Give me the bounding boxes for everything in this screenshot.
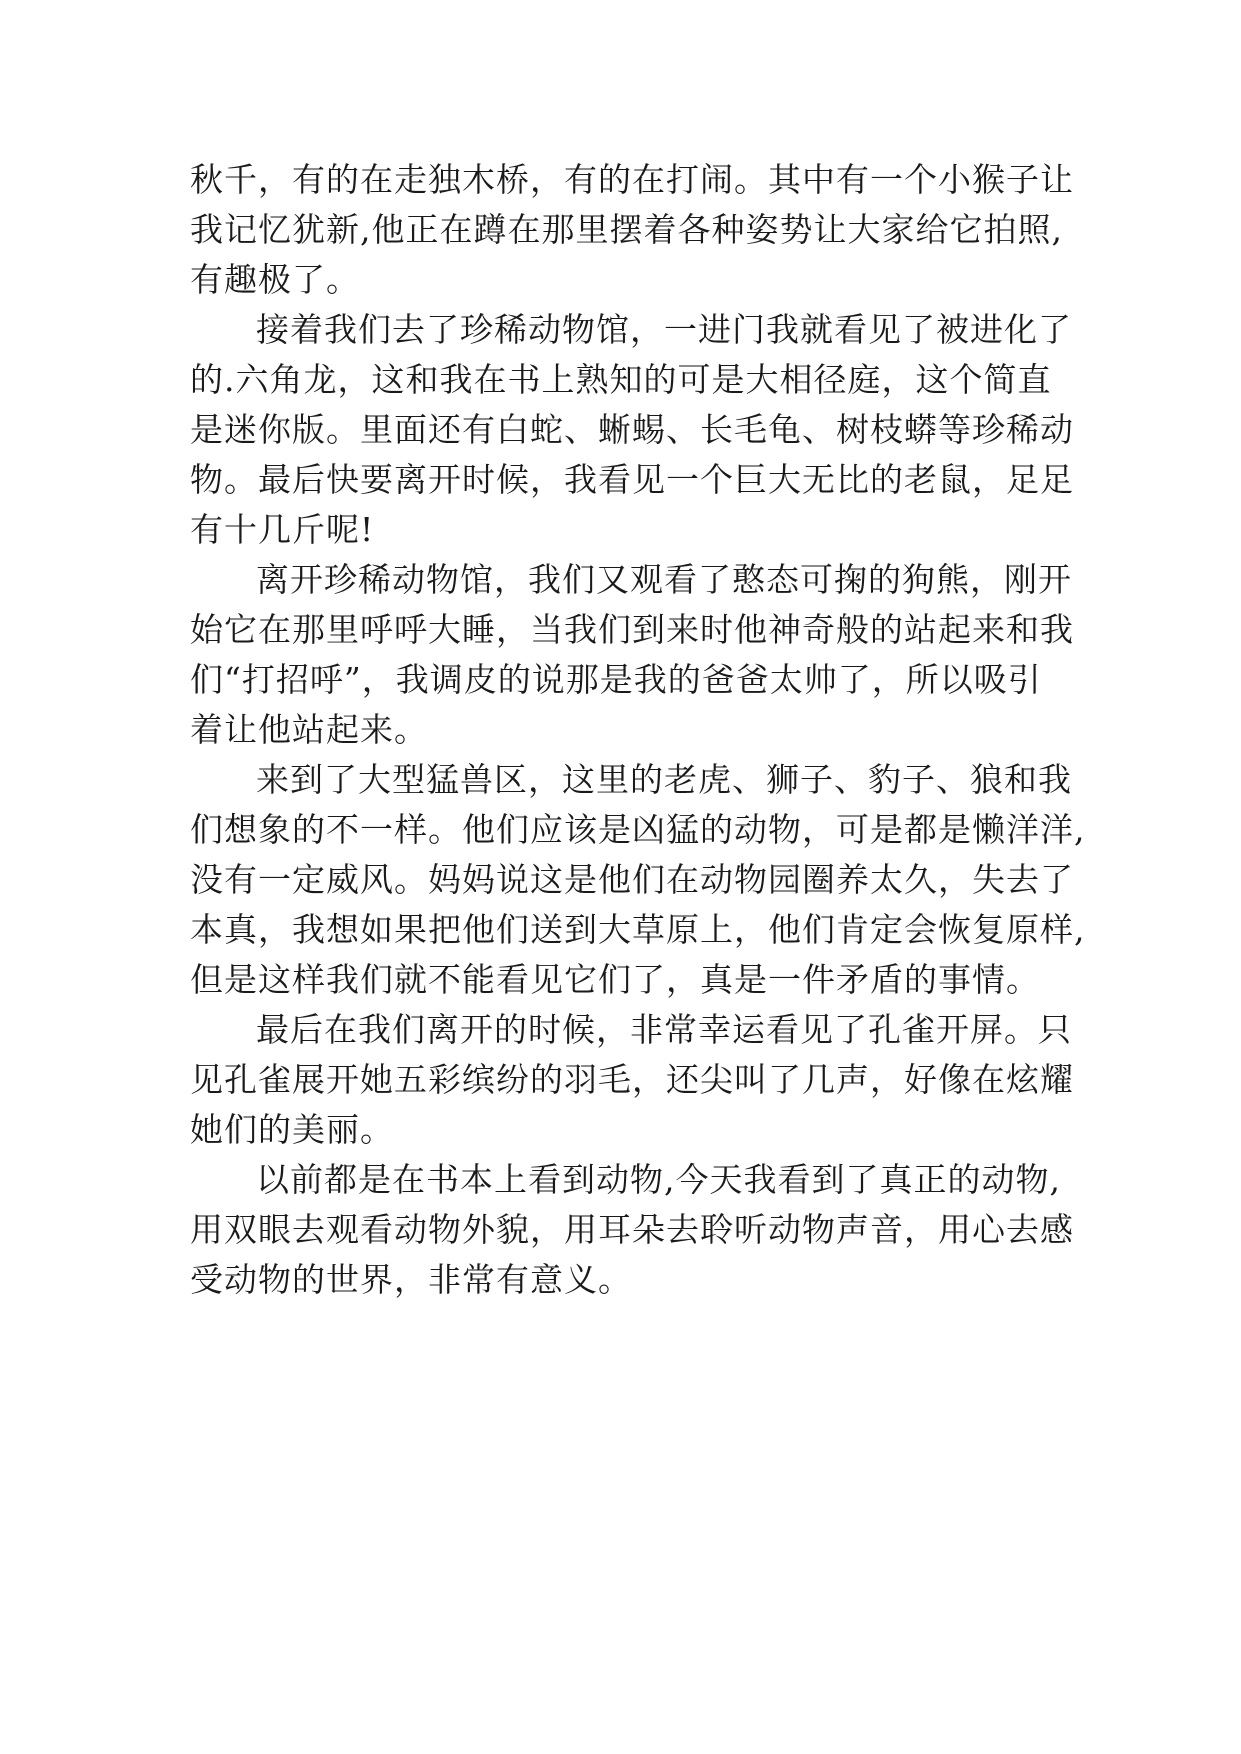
text-line: 用双眼去观看动物外貌，用耳朵去聆听动物声音，用心去感 — [190, 1210, 1074, 1249]
text-line: 本真，我想如果把他们送到大草原上，他们肯定会恢复原样, — [190, 910, 1086, 949]
text-line: 着让他站起来。 — [190, 710, 428, 749]
text-line: 始它在那里呼呼大睡，当我们到来时他神奇般的站起来和我 — [190, 610, 1074, 649]
text-line: 来到了大型猛兽区，这里的老虎、狮子、豹子、狼和我 — [256, 760, 1072, 799]
text-line: 没有一定威风。妈妈说这是他们在动物园圈养太久，失去了 — [190, 860, 1074, 899]
text-line: 们“打招呼”，我调皮的说那是我的爸爸太帅了，所以吸引 — [190, 660, 1042, 699]
text-line: 的.六角龙，这和我在书上熟知的可是大相径庭，这个简直 — [190, 360, 1052, 399]
text-line: 接着我们去了珍稀动物馆，一进门我就看见了被进化了 — [256, 310, 1072, 349]
text-line: 她们的美丽。 — [190, 1110, 394, 1149]
text-line: 有十几斤呢! — [190, 510, 375, 549]
text-line: 们想象的不一样。他们应该是凶猛的动物，可是都是懒洋洋, — [190, 810, 1086, 849]
text-line: 是迷你版。里面还有白蛇、蜥蜴、长毛龟、树枝蟒等珍稀动 — [190, 410, 1074, 449]
text-line: 秋千，有的在走独木桥，有的在打闹。其中有一个小猴子让 — [190, 160, 1074, 199]
text-line: 我记忆犹新,他正在蹲在那里摆着各种姿势让大家给它拍照, — [190, 210, 1063, 249]
text-line: 离开珍稀动物馆，我们又观看了憨态可掬的狗熊，刚开 — [256, 560, 1072, 599]
text-line: 受动物的世界，非常有意义。 — [190, 1260, 632, 1299]
text-line: 有趣极了。 — [190, 260, 360, 299]
text-line: 物。最后快要离开时候，我看见一个巨大无比的老鼠，足足 — [190, 460, 1074, 499]
text-line: 见孔雀展开她五彩缤纷的羽毛，还尖叫了几声，好像在炫耀 — [190, 1060, 1074, 1099]
text-line: 最后在我们离开的时候，非常幸运看见了孔雀开屏。只 — [256, 1010, 1072, 1049]
text-line: 以前都是在书本上看到动物,今天我看到了真正的动物, — [256, 1160, 1061, 1199]
text-line: 但是这样我们就不能看见它们了，真是一件矛盾的事情。 — [190, 960, 1040, 999]
